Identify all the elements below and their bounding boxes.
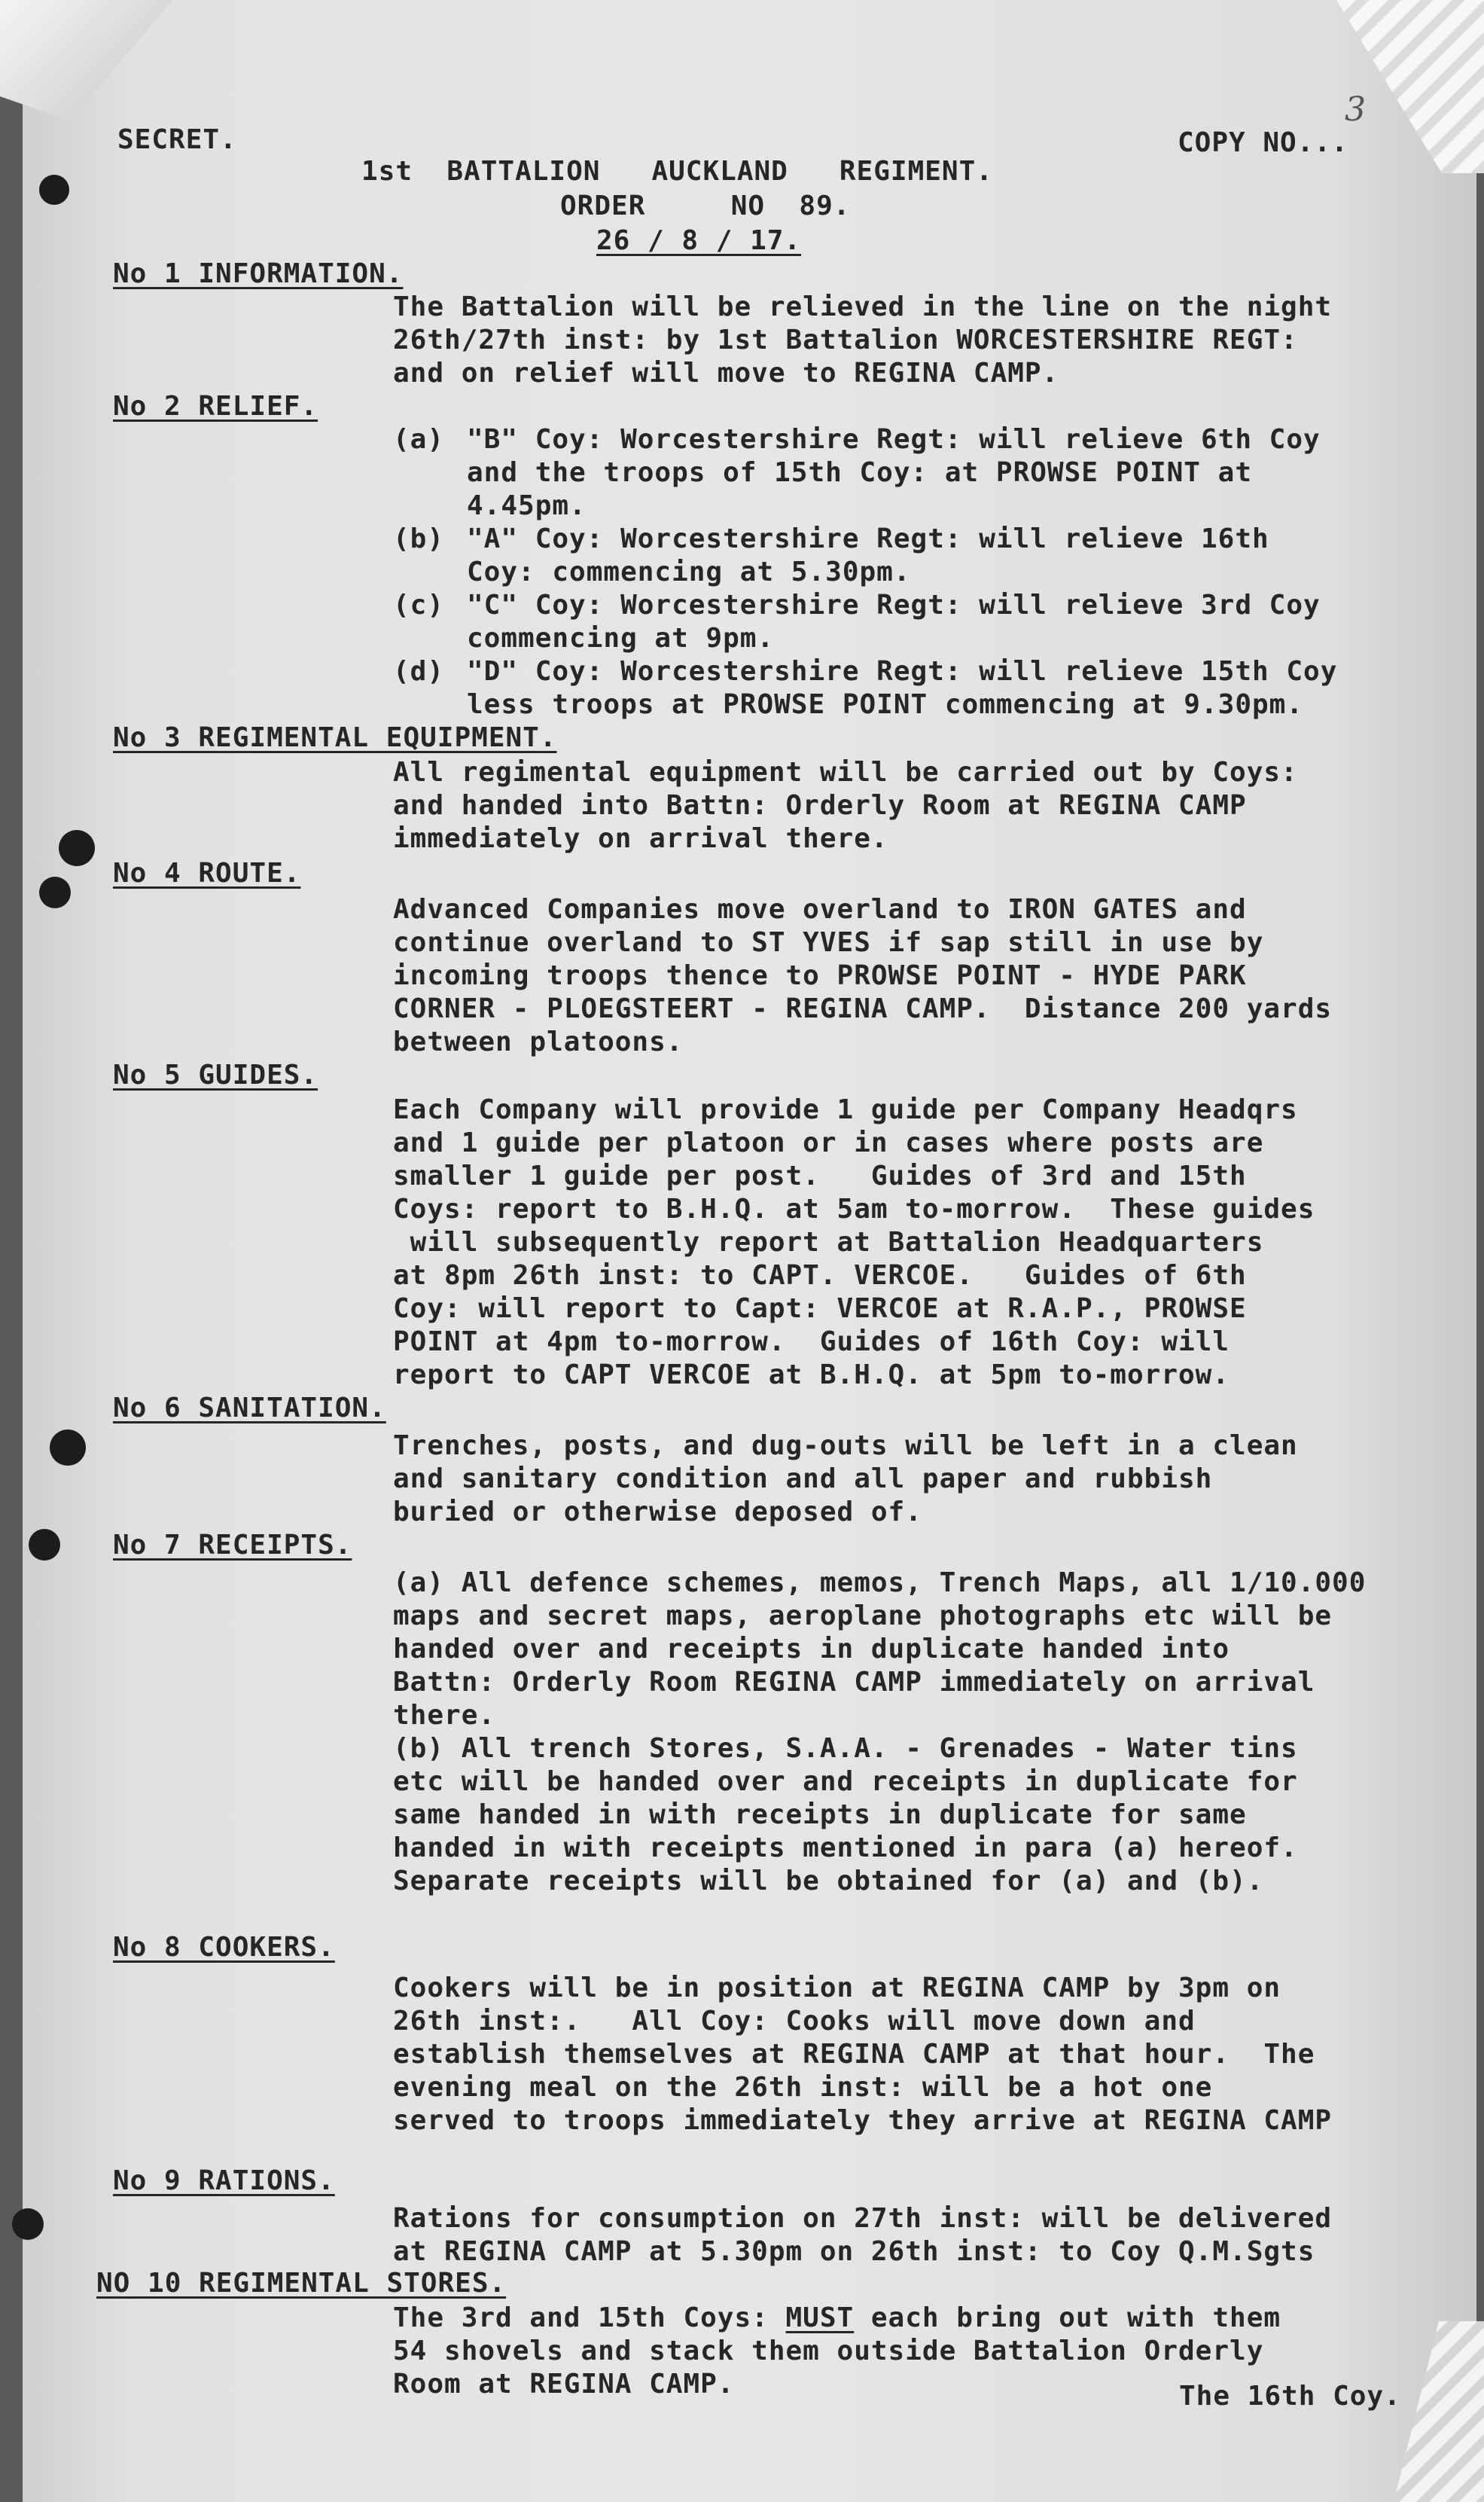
continuation-note: The 16th Coy. <box>1179 2381 1401 2412</box>
section-line: and 1 guide per platoon or in cases where posts are <box>393 1127 1264 1158</box>
section-line: handed over and receipts in duplicate handed into <box>393 1634 1230 1664</box>
section-line: Advanced Companies move overland to IRON GATES and <box>393 894 1247 925</box>
section-line: maps and secret maps, aeroplane photographs etc will be <box>393 1600 1333 1631</box>
section-line: "C" Coy: Worcestershire Regt: will relieve 3rd Coy <box>467 590 1321 621</box>
section-line: between platoons. <box>393 1027 684 1057</box>
section-line: Room at REGINA CAMP. <box>393 2369 735 2400</box>
section-line: Coys: report to B.H.Q. at 5am to-morrow. These guides <box>393 1194 1315 1225</box>
section-line: Cookers will be in position at REGINA CAMP by 3pm on <box>393 1973 1281 2003</box>
section-line: "D" Coy: Worcestershire Regt: will relieve 15th Coy <box>467 656 1338 687</box>
section-line: and handed into Battn: Orderly Room at REGINA CAMP <box>393 790 1247 821</box>
section-line: Trenches, posts, and dug-outs will be left in a clean <box>393 1430 1298 1461</box>
section-line: The Battalion will be relieved in the line on the night <box>393 291 1333 322</box>
section-line: continue overland to ST YVES if sap still in use by <box>393 927 1264 958</box>
section-line: same handed in with receipts in duplicate for same <box>393 1799 1247 1830</box>
punch-hole <box>50 1429 86 1466</box>
section-line: 26th/27th inst: by 1st Battalion WORCESTERSHIRE REGT: <box>393 325 1298 355</box>
copy-label: COPY NO... <box>1178 127 1348 158</box>
section-heading: No 5 GUIDES. <box>113 1060 318 1091</box>
line-text: The 3rd and 15th Coys: MUST each bring out with them <box>393 2302 1281 2333</box>
section-line: establish themselves at REGINA CAMP at that hour. The <box>393 2039 1315 2070</box>
item-label: (a) <box>393 424 445 455</box>
section-line: Rations for consumption on 27th inst: will be delivered <box>393 2203 1333 2234</box>
section-line: commencing at 9pm. <box>467 623 775 654</box>
section-line: 26th inst:. All Coy: Cooks will move down and <box>393 2006 1196 2037</box>
section-line: smaller 1 guide per post. Guides of 3rd and 15th <box>393 1161 1247 1192</box>
section-line: incoming troops thence to PROWSE POINT - HYDE PARK <box>393 960 1247 991</box>
section-line: and on relief will move to REGINA CAMP. <box>393 358 1059 389</box>
section-line: will subsequently report at Battalion Headquarters <box>393 1227 1264 1258</box>
section-line: report to CAPT VERCOE at B.H.Q. at 5pm to-morrow. <box>393 1359 1230 1390</box>
punch-hole <box>39 877 71 908</box>
section-line: etc will be handed over and receipts in duplicate for <box>393 1766 1298 1797</box>
section-line: there. <box>393 1700 496 1731</box>
section-line: POINT at 4pm to-morrow. Guides of 16th Coy: will <box>393 1326 1230 1357</box>
section-line <box>393 2302 1281 2335</box>
item-label: (d) <box>393 656 445 687</box>
section-line: CORNER - PLOEGSTEERT - REGINA CAMP. Distance 200 yards <box>393 993 1333 1024</box>
section-heading: No 2 RELIEF. <box>113 391 318 422</box>
section-heading: No 1 INFORMATION. <box>113 258 404 289</box>
section-line: 4.45pm. <box>467 490 587 521</box>
item-label: (b) <box>393 523 445 554</box>
section-line: Each Company will provide 1 guide per Company Headqrs <box>393 1094 1298 1125</box>
section-heading: No 6 SANITATION. <box>113 1393 386 1423</box>
section-line: buried or otherwise deposed of. <box>393 1497 922 1527</box>
section-line: "A" Coy: Worcestershire Regt: will relieve 16th <box>467 523 1269 554</box>
copy-number: 3 <box>1345 90 1367 129</box>
section-heading: No 7 RECEIPTS. <box>113 1530 352 1561</box>
section-line: 54 shovels and stack them outside Battalion Orderly <box>393 2336 1264 2366</box>
section-heading: No 3 REGIMENTAL EQUIPMENT. <box>113 722 557 753</box>
section-line: handed in with receipts mentioned in para (a) hereof. <box>393 1832 1298 1863</box>
section-line: at 8pm 26th inst: to CAPT. VERCOE. Guides of 6th <box>393 1260 1247 1291</box>
section-line: and the troops of 15th Coy: at PROWSE POINT at <box>467 457 1252 488</box>
section-line: Coy: commencing at 5.30pm. <box>467 557 911 587</box>
order-number: ORDER NO 89. <box>560 191 851 221</box>
section-line: less troops at PROWSE POINT commencing at 9.30pm. <box>467 689 1304 720</box>
section-line: Coy: will report to Capt: VERCOE at R.A.P., PROWSE <box>393 1293 1247 1324</box>
unit-title: 1st BATTALION AUCKLAND REGIMENT. <box>361 156 993 187</box>
section-line: (a) All defence schemes, memos, Trench Maps, all 1/10.000 <box>393 1567 1367 1598</box>
section-heading: NO 10 REGIMENTAL STORES. <box>96 2268 507 2299</box>
section-line: Separate receipts will be obtained for (a) and (b). <box>393 1866 1264 1896</box>
section-line: at REGINA CAMP at 5.30pm on 26th inst: to Coy Q.M.Sgts <box>393 2236 1315 2267</box>
punch-hole <box>59 830 95 866</box>
section-line: evening meal on the 26th inst: will be a hot one <box>393 2072 1213 2103</box>
punch-hole <box>29 1529 60 1561</box>
classification: SECRET. <box>117 124 237 155</box>
item-label: (c) <box>393 590 445 621</box>
order-date: 26 / 8 / 17. <box>596 225 802 256</box>
section-line: "B" Coy: Worcestershire Regt: will relieve 6th Coy <box>467 424 1321 455</box>
section-line: All regimental equipment will be carried out by Coys: <box>393 757 1298 788</box>
section-heading: No 9 RATIONS. <box>113 2165 335 2196</box>
section-line: Battn: Orderly Room REGINA CAMP immediately on arrival <box>393 1667 1315 1698</box>
section-line: immediately on arrival there. <box>393 823 888 854</box>
punch-hole <box>39 175 69 205</box>
section-line: served to troops immediately they arrive at REGINA CAMP <box>393 2105 1333 2136</box>
section-heading: No 8 COOKERS. <box>113 1932 335 1963</box>
emphasis-word: MUST <box>785 2302 855 2333</box>
section-line: (b) All trench Stores, S.A.A. - Grenades - Water tins <box>393 1733 1298 1764</box>
punch-hole <box>12 2208 44 2240</box>
section-line: and sanitary condition and all paper and rubbish <box>393 1463 1213 1494</box>
section-heading: No 4 ROUTE. <box>113 858 301 889</box>
